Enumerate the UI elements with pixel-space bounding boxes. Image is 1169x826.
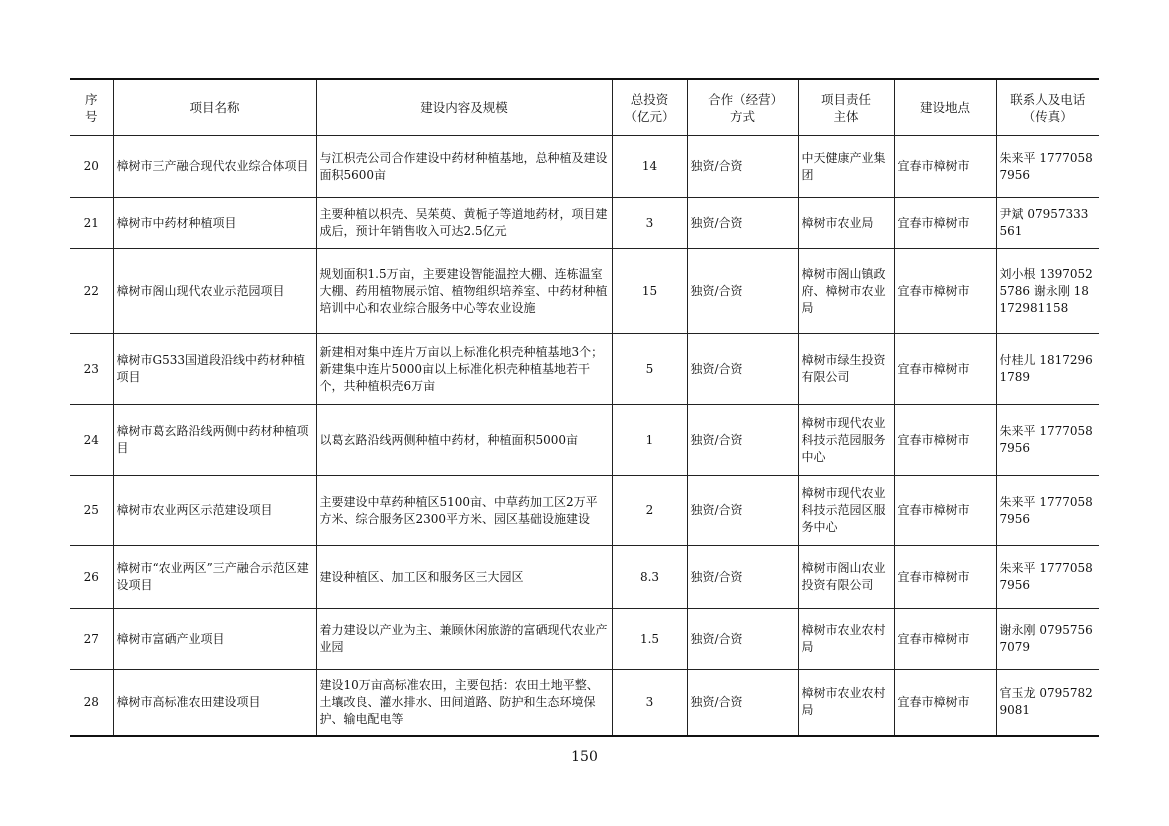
- header-project-name: 项目名称: [113, 79, 316, 136]
- cell-mode: 独资/合资: [687, 405, 798, 476]
- cell-seq: 28: [70, 670, 113, 736]
- cell-seq: 27: [70, 609, 113, 670]
- table-row: [70, 136, 1099, 198]
- cell-owner: 樟树市现代农业科技示范园区服务中心: [798, 476, 894, 546]
- cell-owner: 樟树市阁山农业投资有限公司: [798, 546, 894, 609]
- cell-contact: 付桂儿 18172961789: [996, 334, 1099, 405]
- cell-content: 以葛玄路沿线两侧种植中药材，种植面积5000亩: [316, 405, 612, 476]
- header-location: 建设地点: [894, 79, 996, 136]
- cell-location: 宜春市樟树市: [894, 405, 996, 476]
- cell-project-name: 樟树市农业两区示范建设项目: [113, 476, 316, 546]
- cell-content: 建设10万亩高标准农田，主要包括：农田土地平整、土壤改良、灌水排水、田间道路、防护和生态环境保护、输电配电等: [316, 670, 612, 736]
- cell-investment: 1.5: [612, 609, 687, 670]
- cell-content: 新建相对集中连片万亩以上标准化枳壳种植基地3个；新建集中连片5000亩以上标准化枳壳种植基地若干个，共种植枳壳6万亩: [316, 334, 612, 405]
- cell-mode: 独资/合资: [687, 136, 798, 198]
- cell-project-name: 樟树市富硒产业项目: [113, 609, 316, 670]
- header-responsible-party: 项目责任主体: [798, 79, 894, 136]
- cell-mode: 独资/合资: [687, 609, 798, 670]
- cell-content: 建设种植区、加工区和服务区三大园区: [316, 546, 612, 609]
- cell-seq: 25: [70, 476, 113, 546]
- cell-mode: 独资/合资: [687, 198, 798, 249]
- cell-contact: 朱来平 17770587956: [996, 136, 1099, 198]
- table-row: [70, 670, 1099, 736]
- table-row: [70, 476, 1099, 546]
- cell-location: 宜春市樟树市: [894, 198, 996, 249]
- table-header-row: [70, 79, 1099, 136]
- cell-seq: 26: [70, 546, 113, 609]
- page-number: 150: [571, 749, 598, 765]
- cell-contact: 尹斌 07957333561: [996, 198, 1099, 249]
- cell-content: 规划面积1.5万亩，主要建设智能温控大棚、连栋温室大棚、药用植物展示馆、植物组织培养室、中药材种植培训中心和农业综合服务中心等农业设施: [316, 249, 612, 334]
- header-contact: 联系人及电话（传真）: [996, 79, 1099, 136]
- cell-contact: 刘小根 13970525786 谢永刚 18172981158: [996, 249, 1099, 334]
- cell-contact: 官玉龙 07957829081: [996, 670, 1099, 736]
- header-cooperation-mode: 合作（经营）方式: [687, 79, 798, 136]
- cell-content: 与江枳壳公司合作建设中药材种植基地，总种植及建设面积5600亩: [316, 136, 612, 198]
- cell-content: 主要种植以枳壳、吴茱萸、黄栀子等道地药材，项目建成后，预计年销售收入可达2.5亿元: [316, 198, 612, 249]
- cell-owner: 樟树市农业农村局: [798, 609, 894, 670]
- table-row: [70, 546, 1099, 609]
- cell-investment: 1: [612, 405, 687, 476]
- cell-owner: 中天健康产业集团: [798, 136, 894, 198]
- cell-mode: 独资/合资: [687, 476, 798, 546]
- cell-mode: 独资/合资: [687, 670, 798, 736]
- table-row: [70, 334, 1099, 405]
- cell-location: 宜春市樟树市: [894, 670, 996, 736]
- header-investment: 总投资（亿元）: [612, 79, 687, 136]
- cell-project-name: 樟树市三产融合现代农业综合体项目: [113, 136, 316, 198]
- cell-mode: 独资/合资: [687, 546, 798, 609]
- cell-seq: 21: [70, 198, 113, 249]
- cell-owner: 樟树市阁山镇政府、樟树市农业局: [798, 249, 894, 334]
- cell-investment: 5: [612, 334, 687, 405]
- project-table: [70, 78, 1099, 737]
- cell-seq: 24: [70, 405, 113, 476]
- cell-seq: 23: [70, 334, 113, 405]
- cell-seq: 22: [70, 249, 113, 334]
- cell-location: 宜春市樟树市: [894, 609, 996, 670]
- cell-owner: 樟树市绿生投资有限公司: [798, 334, 894, 405]
- cell-contact: 朱来平 17770587956: [996, 405, 1099, 476]
- cell-owner: 樟树市农业局: [798, 198, 894, 249]
- cell-contact: 朱来平 17770587956: [996, 476, 1099, 546]
- cell-location: 宜春市樟树市: [894, 249, 996, 334]
- cell-project-name: 樟树市中药材种植项目: [113, 198, 316, 249]
- cell-mode: 独资/合资: [687, 334, 798, 405]
- cell-investment: 3: [612, 670, 687, 736]
- cell-investment: 15: [612, 249, 687, 334]
- cell-location: 宜春市樟树市: [894, 334, 996, 405]
- table-row: [70, 405, 1099, 476]
- cell-project-name: 樟树市“农业两区”三产融合示范区建设项目: [113, 546, 316, 609]
- header-content-scale: 建设内容及规模: [316, 79, 612, 136]
- cell-seq: 20: [70, 136, 113, 198]
- cell-mode: 独资/合资: [687, 249, 798, 334]
- cell-owner: 樟树市现代农业科技示范园服务中心: [798, 405, 894, 476]
- cell-investment: 14: [612, 136, 687, 198]
- cell-content: 主要建设中草药种植区5100亩、中草药加工区2万平方米、综合服务区2300平方米、园区基础设施建设: [316, 476, 612, 546]
- cell-location: 宜春市樟树市: [894, 476, 996, 546]
- cell-investment: 2: [612, 476, 687, 546]
- cell-contact: 谢永刚 07957567079: [996, 609, 1099, 670]
- cell-content: 着力建设以产业为主、兼顾休闲旅游的富硒现代农业产业园: [316, 609, 612, 670]
- cell-project-name: 樟树市高标准农田建设项目: [113, 670, 316, 736]
- cell-contact: 朱来平 17770587956: [996, 546, 1099, 609]
- cell-project-name: 樟树市阁山现代农业示范园项目: [113, 249, 316, 334]
- cell-owner: 樟树市农业农村局: [798, 670, 894, 736]
- table-row: [70, 198, 1099, 249]
- cell-project-name: 樟树市G533国道段沿线中药材种植项目: [113, 334, 316, 405]
- header-seq: 序号: [70, 79, 113, 136]
- table-row: [70, 249, 1099, 334]
- table-row: [70, 609, 1099, 670]
- cell-investment: 8.3: [612, 546, 687, 609]
- cell-investment: 3: [612, 198, 687, 249]
- cell-project-name: 樟树市葛玄路沿线两侧中药材种植项目: [113, 405, 316, 476]
- cell-location: 宜春市樟树市: [894, 136, 996, 198]
- cell-location: 宜春市樟树市: [894, 546, 996, 609]
